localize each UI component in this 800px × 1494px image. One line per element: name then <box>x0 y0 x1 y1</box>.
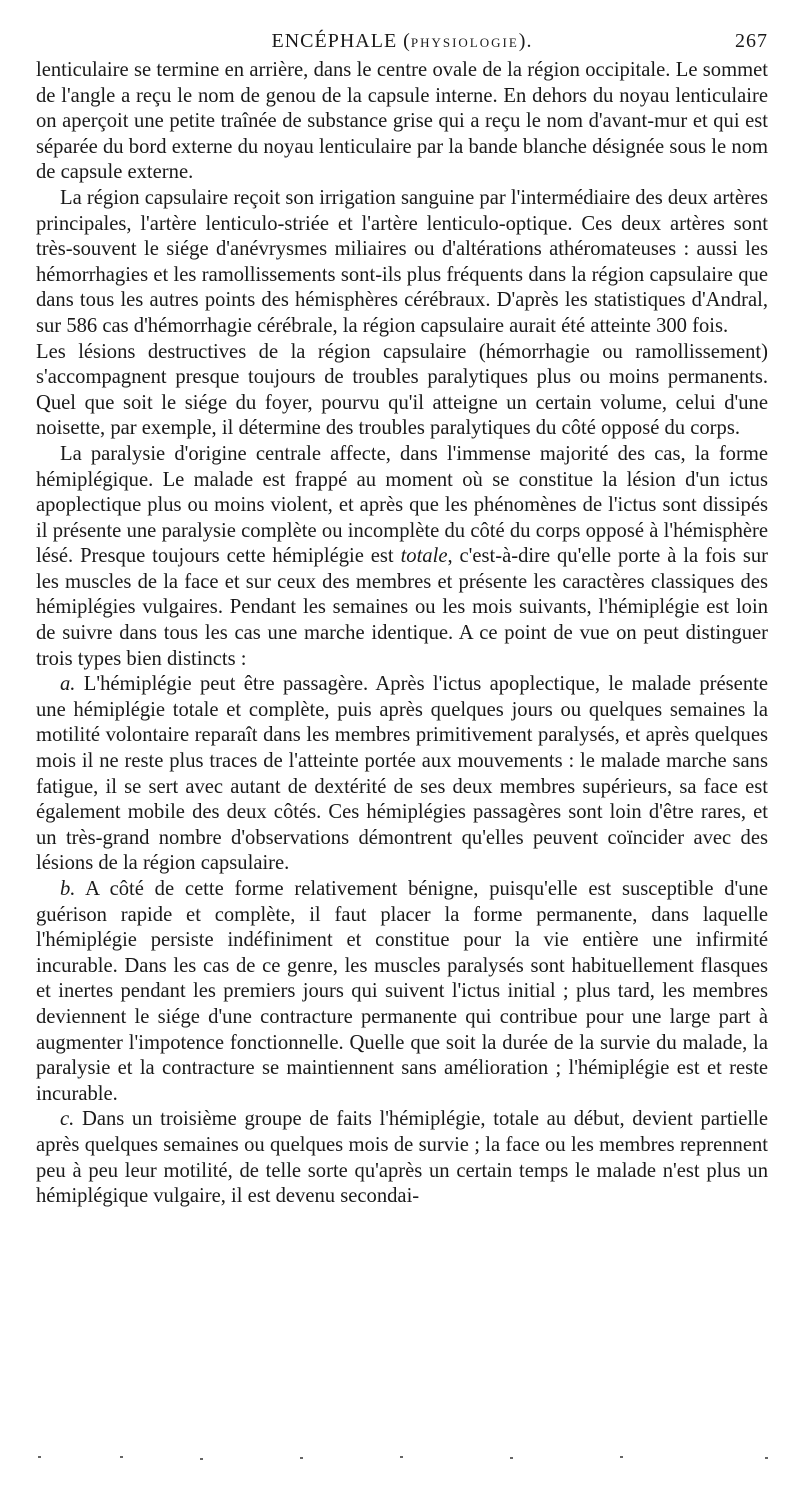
scan-speck <box>765 1457 768 1459</box>
case-c-paragraph <box>36 1107 768 1209</box>
book-page <box>36 30 768 1210</box>
paragraph-continuation: lenticulaire se termine en arrière, dans le centre ovale de la région occipitale. Le sommet de l'angle a reçu le nom de genou de la capsule interne. En dehors du noyau lenticulaire on aperçoit une petite traînée de substance grise qui a reçu le nom d'avant-mur et qui est séparée du bord externe du noyau lenticulaire par la bande blanche désignée sous le nom de capsule externe. <box>36 59 768 184</box>
case-b-text: A côté de cette forme relativement bénigne, puisqu'elle est susceptible d'une guérison rapide et complète, il faut placer la forme permanente, dans laquelle l'hémiplégie persiste indéfiniment et constitue pour la vie entière une infirmité incurable. Dans les cas de ce genre, les muscles paralysés sont habituellement flasques et inertes pendant les premiers jours qui suivent l'ictus initial ; plus tard, les membres deviennent le siége d'une contracture permanente qui contribue pour une large part à augmenter l'impotence fonctionnelle. Quelle que soit la durée de la survie du malade, la paralysie et la contracture se maintiennent sans amélioration ; l'hémiplégie est et reste incurable. <box>36 878 768 1105</box>
scan-speck <box>400 1456 403 1458</box>
scan-speck <box>620 1456 623 1458</box>
paragraph-irrigation: La région capsulaire reçoit son irrigation sanguine par l'intermédiaire des deux artères principales, l'artère lenticulo-striée et l'artère lenticulo-optique. Ces deux artères sont très-souvent le siége d'anévrysmes miliaires ou d'altérations athéromateuses : aussi les hémorrhagies et les ramollissements sont-ils plus fréquents dans la région capsulaire que dans tous les autres points des hémisphères cérébraux. D'après les statistiques d'Andral, sur 586 cas d'hémorrhagie cérébrale, la région capsulaire aurait été atteinte 300 fois. <box>36 186 768 337</box>
scan-speck <box>120 1456 123 1458</box>
page-number: 267 <box>735 30 768 52</box>
scan-speck <box>510 1457 513 1459</box>
scan-speck <box>200 1458 203 1460</box>
paragraph-paralysie-part1: La paralysie d'origine centrale affecte, dans l'immense majorité des cas, la forme hémiplégique. Le malade est frappé au moment où se constitue la lésion d'un ictus apoplectique plus ou moins violent, et après que les phénomènes de l'ictus sont dissipés il présente une paralysie complète ou incomplète du côté du corps opposé à l'hémisphère lésé. Presque toujours cette hémiplégie est <box>36 442 768 568</box>
scan-speck <box>300 1457 303 1459</box>
paragraph-paralysie-part2: , c'est-à-dire qu'elle porte à la fois sur les muscles de la face et sur ceux des membres et présente les caractères classiques des hémiplégies vulgaires. Pendant les semaines ou les mois suivants, l'hémiplégie est loin de suivre dans tous les cas une marche identique. A ce point de vue on peut distinguer trois types bien distincts : <box>36 545 768 670</box>
case-c-letter: c. <box>60 1108 75 1131</box>
paragraph-paralysie <box>36 442 768 672</box>
case-a-text: L'hémiplégie peut être passagère. Après l'ictus apoplectique, le malade présente une hémiplégie totale et complète, puis après quelques jours ou quelques semaines la motilité volontaire reparaît dans les membres primitivement paralysés, et après quelques mois il ne reste plus traces de l'atteinte portée aux mouvements : le malade marche sans fatigue, il se sert avec autant de dextérité de ses deux membres supérieurs, sa face est également mobile des deux côtés. Ces hémiplégies passagères sont loin d'être rares, et un très-grand nombre d'observations démontrent qu'elles peuvent coïncider avec des lésions de la région capsulaire. <box>36 673 768 875</box>
case-b-paragraph <box>36 877 768 1107</box>
running-title <box>36 30 768 53</box>
body-text <box>36 58 768 1210</box>
paragraph-lesions: Les lésions destructives de la région capsulaire (hémorrhagie ou ramollissement) s'accompagnent presque toujours de troubles paralytiques plus ou moins permanents. Quel que soit le siége du foyer, pourvu qu'il atteigne un certain volume, celui d'une noisette, par exemple, il détermine des troubles paralytiques du côté opposé du corps. <box>36 340 768 440</box>
running-title-end: ). <box>518 30 533 52</box>
running-header <box>36 30 768 58</box>
running-title-subject: PHYSIOLOGIE <box>410 35 519 50</box>
italic-totale: totale <box>400 545 448 568</box>
case-b-letter: b. <box>60 878 76 900</box>
case-c-text: Dans un troisième groupe de faits l'hémiplégie, totale au début, devient partielle après quelques semaines ou quelques mois de survie ; la face ou les membres reprennent peu à peu leur motilité, de telle sorte qu'après un certain temps le malade n'est plus un hémiplégique vulgaire, il est devenu secondai- <box>36 1108 768 1208</box>
running-title-main: ENCÉPHALE ( <box>271 30 411 52</box>
scan-specks <box>0 1450 800 1470</box>
case-a-letter: a. <box>60 673 76 696</box>
case-a-paragraph <box>36 672 768 877</box>
scan-speck <box>38 1456 41 1458</box>
